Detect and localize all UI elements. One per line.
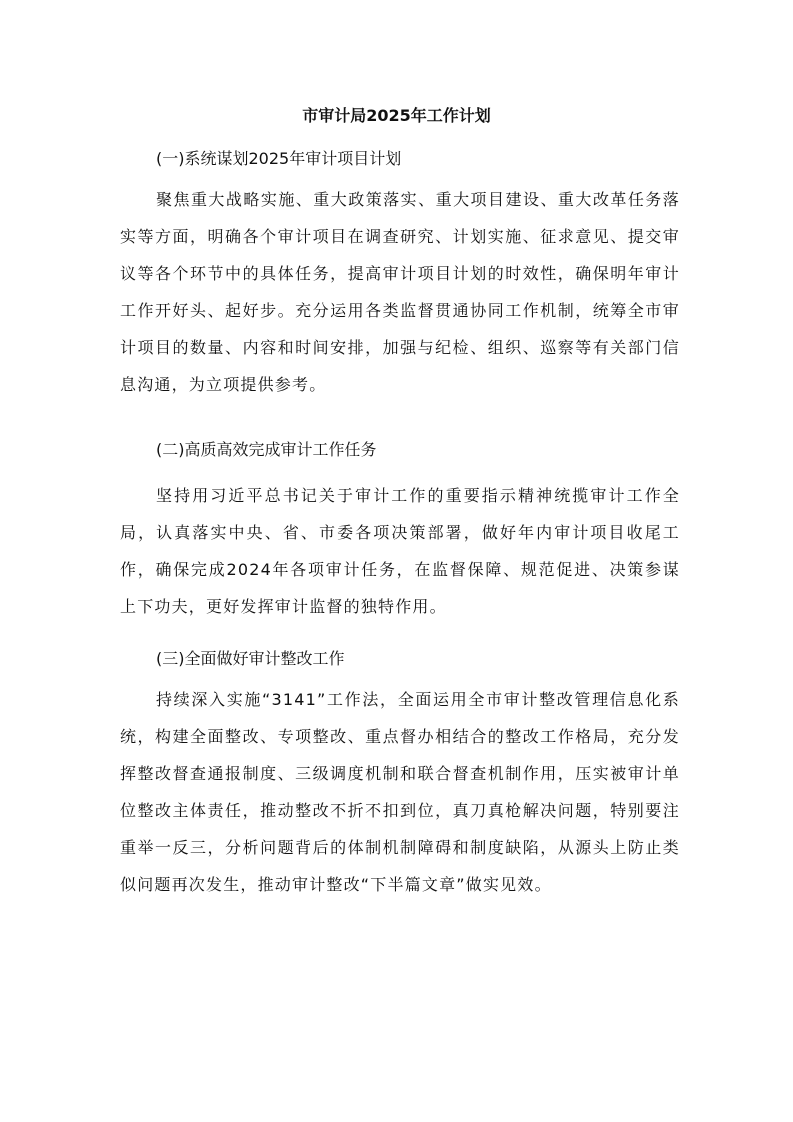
document-title: 市审计局2025年工作计划 <box>302 106 491 125</box>
section-heading-3: (三)全面做好审计整改工作 <box>156 649 345 668</box>
section-body-1: 聚焦重大战略实施、重大政策落实、重大项目建设、重大改革任务落实等方面，明确各个审计项目在调查研究、计划实施、征求意见、提交审议等各个环节中的具体任务，提高审计项目计划的时效性，确保明年审计工作开好头、起好步。充分运用各类监督贯通协同工作机制，统筹全市审计项目的数量、内容和时间安排，加强与纪检、组织、巡察等有关部门信息沟通，为立项提供参考。 <box>120 190 680 394</box>
section-heading-1: (一)系统谋划2025年审计项目计划 <box>156 149 402 168</box>
section-body-3: 持续深入实施“3141”工作法，全面运用全市审计整改管理信息化系统，构建全面整改、专项整改、重点督办相结合的整改工作格局，充分发挥整改督查通报制度、三级调度机制和联合督查机制作用，压实被审计单位整改主体责任，推动整改不折不扣到位，真刀真枪解决问题，特别要注重举一反三，分析问题背后的体制机制障碍和制度缺陷，从源头上防止类似问题再次发生，推动审计整改“下半篇文章”做实见效。 <box>120 690 680 894</box>
section-heading-2: (二)高质高效完成审计工作任务 <box>156 440 377 459</box>
section-body-2: 坚持用习近平总书记关于审计工作的重要指示精神统揽审计工作全局，认真落实中央、省、市委各项决策部署，做好年内审计项目收尾工作，确保完成2024年各项审计任务，在监督保障、规范促进、决策参谋上下功夫，更好发挥审计监督的独特作用。 <box>120 486 680 616</box>
